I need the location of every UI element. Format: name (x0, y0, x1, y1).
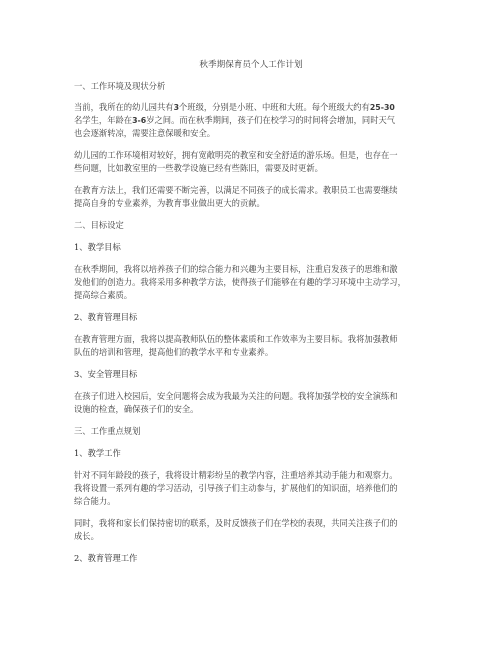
paragraph-line: 综合能力。 (74, 496, 116, 506)
paragraph-line: 在教育方法上，我们还需要不断完善，以满足不同孩子的成长需求。教职员工也需要继续 (74, 185, 398, 195)
paragraph-line: 幼儿园的工作环境相对较好，拥有宽敞明亮的教室和安全舒适的游乐场。但是，也存在一 (74, 150, 398, 160)
paragraph-line: 设施的检查，确保孩子们的安全。 (74, 404, 199, 414)
paragraph-line: 成长。 (74, 531, 99, 541)
subsection-heading: 1、教学目标 (74, 242, 121, 252)
paragraph-line (74, 102, 395, 113)
subsection-heading: 2、教育管理工作 (74, 553, 138, 563)
text-segment: 名学生，年龄在 (74, 115, 133, 125)
paragraph-line (74, 115, 395, 126)
paragraph-line: 在孩子们进入校园后，安全问题将会成为我最为关注的问题。我将加强学校的安全演练和 (74, 391, 398, 401)
paragraph-line: 队伍的培训和管理，提高他们的教学水平和专业素养。 (74, 347, 274, 357)
text-segment: 岁之间。而在秋季期间，孩子们在校学习的时间将会增加，同时天气 (146, 115, 396, 125)
paragraph-line: 发他们的创造力。我将采用多种教学方法，使得孩子们能够在有趣的学习环境中主动学习， (74, 277, 406, 287)
subsection-heading: 2、教育管理目标 (74, 312, 138, 322)
number-value: 3 (173, 103, 180, 112)
document-title: 秋季期保育员个人工作计划 (199, 60, 303, 70)
paragraph-line: 我将设置一系列有趣的学习活动，引导孩子们主动参与，扩展他们的知识面，培养他们的 (74, 483, 398, 493)
paragraph-line: 提高综合素质。 (74, 290, 133, 300)
paragraph-line: 提高自身的专业素养，为教育事业做出更大的贡献。 (74, 198, 265, 208)
number-value: 3-6 (132, 116, 147, 125)
section-heading-3: 三、工作重点规划 (74, 426, 141, 436)
paragraph-line: 在教育管理方面，我将以提高教师队伍的整体素质和工作效率为主要目标。我将加强教师 (74, 334, 398, 344)
section-heading-2: 二、目标设定 (74, 220, 124, 230)
subsection-heading: 3、安全管理目标 (74, 369, 138, 379)
paragraph-line: 针对不同年龄段的孩子，我将设计精彩纷呈的教学内容，注重培养其动手能力和观察力。 (74, 470, 398, 480)
text-segment: 当前，我所在的幼儿园共有 (74, 102, 174, 112)
number-value: 25-30 (369, 103, 395, 112)
section-heading-1: 一、工作环境及现状分析 (74, 81, 166, 91)
paragraph-line: 在秋季期间，我将以培养孩子们的综合能力和兴趣为主要目标，注重启发孩子的思维和激 (74, 264, 398, 274)
subsection-heading: 1、教学工作 (74, 448, 121, 458)
paragraph-line: 也会逐渐转凉，需要注意保暖和安全。 (74, 128, 216, 138)
paragraph-line: 同时，我将和家长们保持密切的联系，及时反馈孩子们在学校的表现，共同关注孩子们的 (74, 518, 398, 528)
paragraph-line: 些问题，比如教室里的一些教学设施已经有些陈旧，需要及时更新。 (74, 163, 323, 173)
text-segment: 个班级，分别是小班、中班和大班。每个班级大约有 (179, 102, 370, 112)
